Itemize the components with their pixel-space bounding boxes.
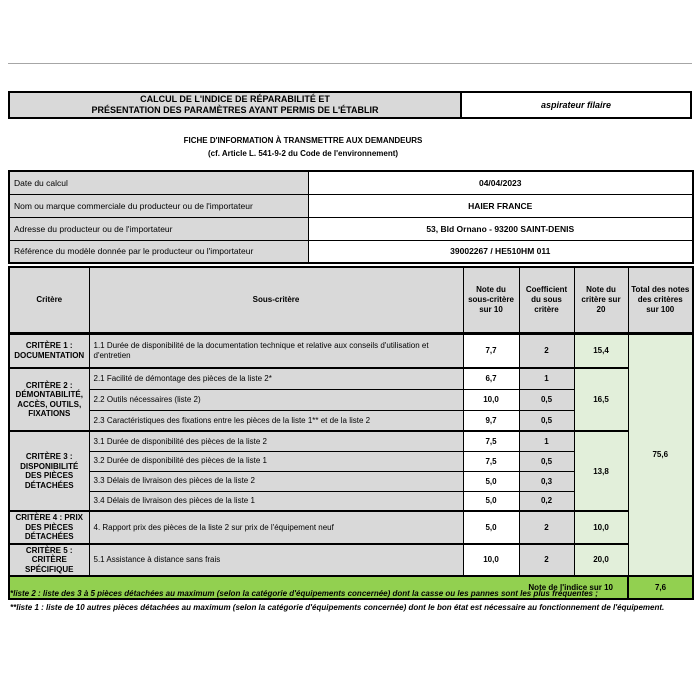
criteria-table [8,266,694,600]
col-header-subcriterion: Sous-critère [89,267,463,333]
subcriterion-cell: 2.3 Caractéristiques des fixations entre les pièces de la liste 1** et de la liste 2 [89,410,463,431]
coefficient-cell: 0,3 [519,471,574,491]
subcriterion-cell: 1.1 Durée de disponibilité de la documentation technique et relative aux conseils d'utilisation et d'entretien [89,333,463,368]
subcriterion-cell: 3.3 Délais de livraison des pièces de la liste 2 [89,471,463,491]
footnotes [10,587,694,614]
info-row-reference [9,240,693,263]
info-label: Adresse du producteur ou de l'importateur [9,217,308,240]
subtitle-line1: FICHE D'INFORMATION À TRANSMETTRE AUX DEMANDEURS [183,136,423,145]
footnote-list1: **liste 1 : liste de 10 autres pièces détachées au maximum (selon la catégorie d'équipements concernée) dont le bon état est nécessaire au fonctionnement de l'équipement. [10,602,665,612]
top-divider [8,63,692,64]
total-score-cell: 75,6 [628,333,693,576]
table-row [9,544,693,577]
product-type-box [462,91,692,119]
coefficient-cell: 2 [519,333,574,368]
subcriterion-cell: 5.1 Assistance à distance sans frais [89,544,463,577]
subcriterion-cell: 3.1 Durée de disponibilité des pièces de la liste 2 [89,431,463,451]
subcriterion-cell: 2.1 Facilité de démontage des pièces de la liste 2* [89,368,463,389]
info-value: 04/04/2023 [308,171,693,194]
criterion-cell: CRITÈRE 1 : DOCUMENTATION [9,333,89,368]
page-title-line2: PRÉSENTATION DES PARAMÈTRES AYANT PERMIS DE L'ÉTABLIR [91,105,379,115]
criterion-score-cell: 16,5 [574,368,628,431]
criterion-cell: CRITÈRE 3 : DISPONIBILITÉ DES PIÈCES DÉTACHÉES [9,431,89,511]
info-value: HAIER FRANCE [308,194,693,217]
col-header-note20: Note du critère sur 20 [574,267,628,333]
header-band [8,91,692,119]
criteria-table-header [9,267,693,333]
table-row [9,368,693,389]
info-table [8,170,694,264]
subtitle-line2: (cf. Article L. 541-9-2 du Code de l'environnement) [207,149,399,158]
criterion-cell: CRITÈRE 2 : DÉMONTABILITÉ, ACCÈS, OUTILS, FIXATIONS [9,368,89,431]
subcriterion-score-cell: 10,0 [463,544,519,577]
subcriterion-score-cell: 7,5 [463,431,519,451]
criterion-cell: CRITÈRE 4 : PRIX DES PIÈCES DÉTACHÉES [9,511,89,544]
info-sheet-subtitle [8,134,598,160]
info-row-address [9,217,693,240]
criterion-score-cell: 20,0 [574,544,628,577]
index-score-cell: 7,6 [628,576,693,599]
criterion-cell: CRITÈRE 5 : CRITÈRE SPÉCIFIQUE [9,544,89,577]
coefficient-cell: 0,5 [519,389,574,410]
product-type-label: aspirateur filaire [540,100,612,110]
index-row-label: Note de l'indice sur 10 [9,576,628,599]
coefficient-cell: 0,5 [519,410,574,431]
coefficient-cell: 2 [519,511,574,544]
info-row-date [9,171,693,194]
coefficient-cell: 0,5 [519,451,574,471]
page-title [8,91,462,119]
subcriterion-score-cell: 5,0 [463,491,519,511]
subcriterion-score-cell: 7,5 [463,451,519,471]
subcriterion-cell: 4. Rapport prix des pièces de la liste 2 sur prix de l'équipement neuf [89,511,463,544]
info-label: Référence du modèle donnée par le producteur ou l'importateur [9,240,308,263]
subcriterion-score-cell: 5,0 [463,511,519,544]
coefficient-cell: 2 [519,544,574,577]
criterion-score-cell: 10,0 [574,511,628,544]
subcriterion-score-cell: 7,7 [463,333,519,368]
coefficient-cell: 0,2 [519,491,574,511]
subcriterion-cell: 3.4 Délais de livraison des pièces de la liste 1 [89,491,463,511]
criterion-score-cell: 13,8 [574,431,628,511]
col-header-note10: Note du sous-critère sur 10 [463,267,519,333]
page-title-line1: CALCUL DE L'INDICE DE RÉPARABILITÉ ET [140,94,330,104]
subcriterion-cell: 2.2 Outils nécessaires (liste 2) [89,389,463,410]
subcriterion-score-cell: 9,7 [463,410,519,431]
table-row [9,511,693,544]
info-value: 53, Bld Ornano - 93200 SAINT-DENIS [308,217,693,240]
info-row-producer [9,194,693,217]
col-header-total: Total des notes des critères sur 100 [628,267,693,333]
subcriterion-cell: 3.2 Durée de disponibilité des pièces de la liste 1 [89,451,463,471]
info-label: Nom ou marque commerciale du producteur ou de l'importateur [9,194,308,217]
coefficient-cell: 1 [519,431,574,451]
table-row [9,333,693,368]
subcriterion-score-cell: 6,7 [463,368,519,389]
info-label: Date du calcul [9,171,308,194]
table-row [9,431,693,451]
col-header-coefficient: Coefficient du sous critère [519,267,574,333]
subcriterion-score-cell: 10,0 [463,389,519,410]
col-header-criterion: Critère [9,267,89,333]
criterion-score-cell: 15,4 [574,333,628,368]
coefficient-cell: 1 [519,368,574,389]
footnote-list2: *liste 2 : liste des 3 à 5 pièces détachées au maximum (selon la catégorie d'équipements concernée) dont la casse ou les pannes sont les plus fréquentes ; [10,589,598,598]
info-value: 39002267 / HE510HM 011 [308,240,693,263]
subcriterion-score-cell: 5,0 [463,471,519,491]
